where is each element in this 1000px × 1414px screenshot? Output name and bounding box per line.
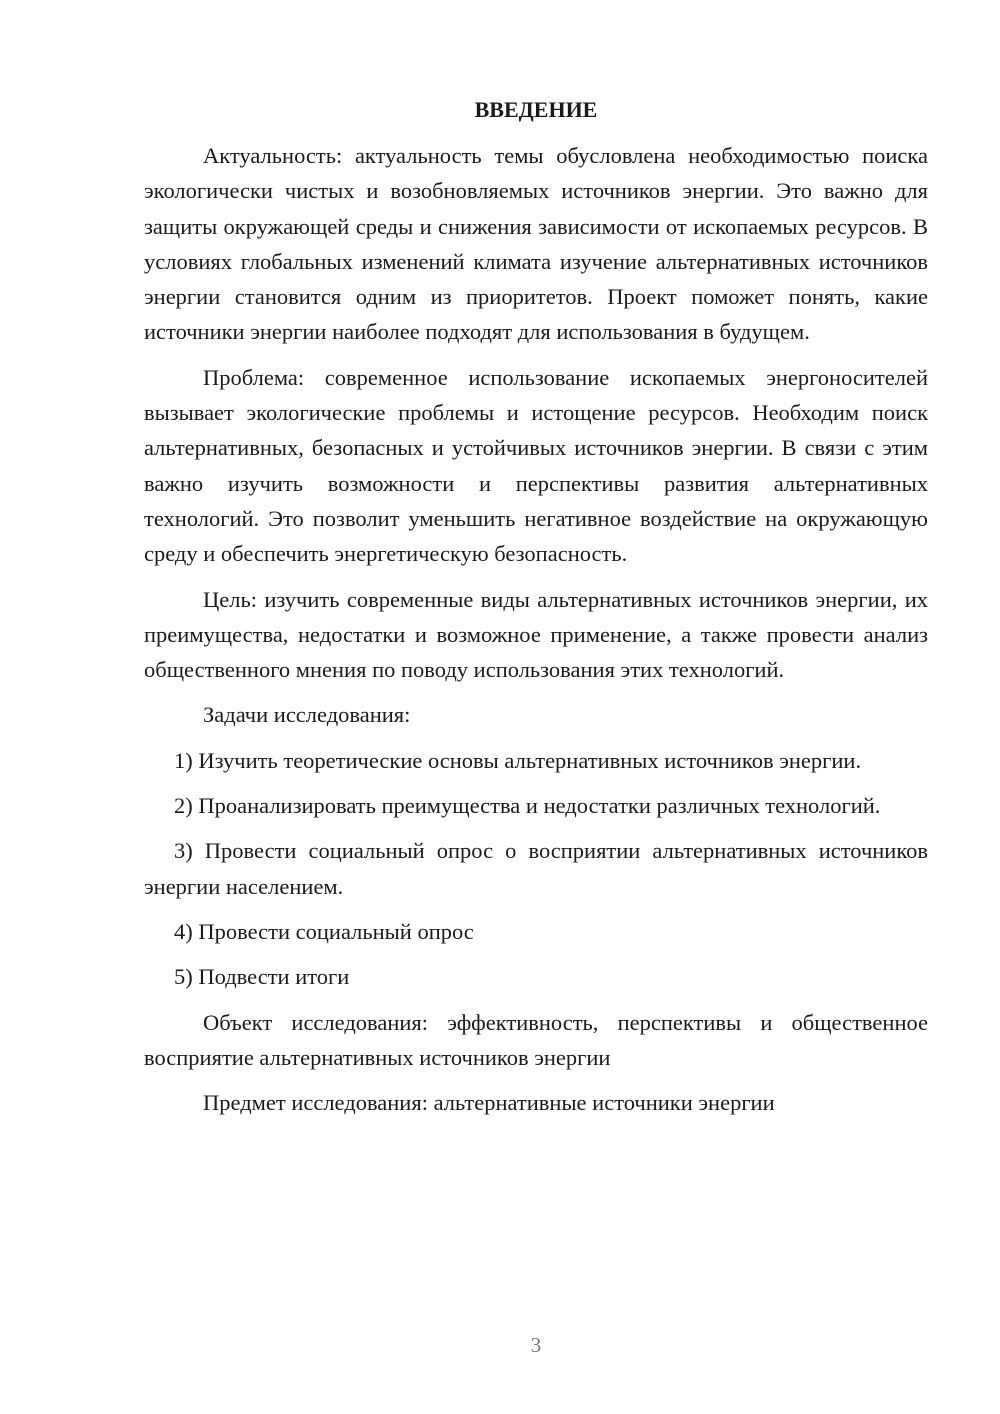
goal-paragraph: Цель: изучить современные виды альтернативных источников энергии, их преимущества, недостатки и возможное применение, а также провести анализ общественного мнения по поводу использования этих технологий. xyxy=(144,586,928,683)
task-item-5: 5) Подвести итоги xyxy=(174,964,350,990)
task-item-2: 2) Проанализировать преимущества и недостатки различных технологий. xyxy=(174,793,881,819)
relevance-paragraph: Актуальность: актуальность темы обусловлена необходимостью поиска экологически чистых и возобновляемых источников энергии. Это важно для защиты окружающей среды и снижения зависимости от ископаемых ресурсов. В условиях глобальных изменений климата изучение альтернативных источников энергии становится одним из приоритетов. Проект поможет понять, какие источники энергии наиболее подходят для использования в будущем. xyxy=(144,143,928,345)
task-item-1: 1) Изучить теоретические основы альтернативных источников энергии. xyxy=(174,747,862,773)
section-title: ВВЕДЕНИЕ xyxy=(474,97,598,122)
object-paragraph: Объект исследования: эффективность, перспективы и общественное восприятие альтернативных источников энергии xyxy=(144,1009,928,1070)
page-number: 3 xyxy=(530,1333,542,1357)
tasks-heading: Задачи исследования: xyxy=(203,702,411,728)
task-item-4: 4) Провести социальный опрос xyxy=(174,918,474,944)
subject-paragraph: Предмет исследования: альтернативные источники энергии xyxy=(203,1090,775,1116)
task-item-3: 3) Провести социальный опрос о восприятии альтернативных источников энергии населением. xyxy=(144,838,928,899)
problem-paragraph: Проблема: современное использование ископаемых энергоносителей вызывает экологические проблемы и истощение ресурсов. Необходим поиск альтернативных, безопасных и устойчивых источников энергии. В связи с этим важно изучить возможности и перспективы развития альтернативных технологий. Это позволит уменьшить негативное воздействие на окружающую среду и обеспечить энергетическую безопасность. xyxy=(144,364,928,567)
document-page xyxy=(144,92,928,1120)
